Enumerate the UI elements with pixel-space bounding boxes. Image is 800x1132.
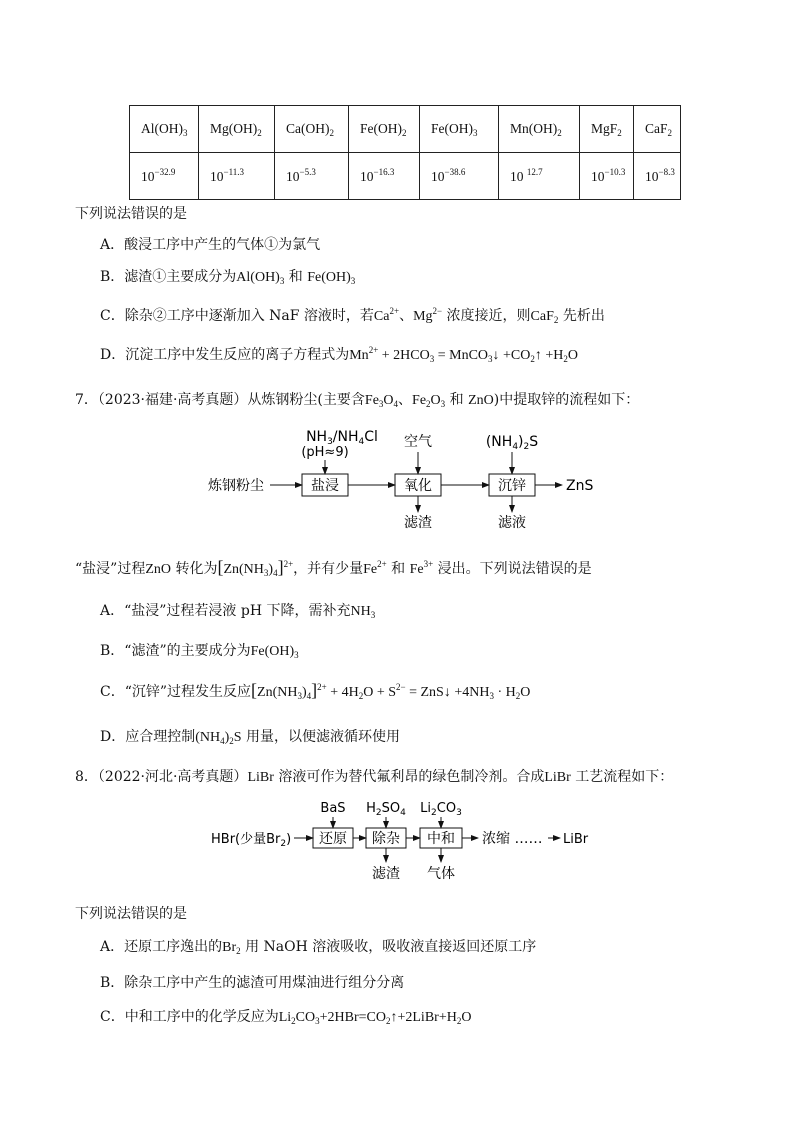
flow-box-3-label: 沉锌 [498,478,526,494]
table-cell: $10^{-8.3}$ [634,153,681,200]
flow-box-3-label: 中和 [427,831,455,847]
flow-reagent-1: $NH_3/NH_4Cl$ [306,429,378,447]
q8-flow-diagram [0,795,800,885]
q7-option-c: C．“沉锌”过程发生反应$[Zn(NH_3)_4]^{2+} + 4H_2O + S^{2-}$ = ZnS↓ $+4NH_3 \cdot H_2O$ [100,680,531,701]
table-cell: $10^{-5.3}$ [275,153,349,200]
table-cell: $Ca(OH)_2$ [275,106,349,153]
table-cell: $Fe(OH)_3$ [420,106,499,153]
q7-option-a: A．“盐浸”过程若浸液 pH 下降，需补充$NH_3$ [100,603,376,620]
flow-out-residue: 滤渣 [372,866,400,882]
q6-option-b: B．滤渣①主要成分为$Al(OH)_3$ 和 $Fe(OH)_3$ [100,269,356,286]
flow-box-2-label: 氧化 [404,478,432,494]
table-cell: $Al(OH)_3$ [130,106,199,153]
table-cell: $10^{-11.3}$ [199,153,275,200]
flow-out-residue: 滤渣 [404,515,432,531]
flow-reagent-2: 空气 [404,434,432,450]
table-cell: $10^{-10.3}$ [580,153,634,200]
flow-reagent-1: BaS [320,801,346,816]
q7-flow-diagram [0,420,800,535]
table-cell: $10^{-16.3}$ [349,153,420,200]
table-value-row [130,153,681,200]
q6-option-d: D．沉淀工序中发生反应的离子方程式为$Mn^{2+} + 2HCO_3$ = MnCO$_3$↓ $+CO_2↑ +H_2O$ [100,345,579,364]
ksp-table [129,105,681,200]
table-cell: $10^{-32.9}$ [130,153,199,200]
flow-reagent-3: $(NH_4)_2S$ [485,434,539,452]
table-cell: $Mn(OH)_2$ [499,106,580,153]
flow-box-1-label: 盐浸 [311,478,339,494]
q7-option-b: B．“滤渣”的主要成分为$Fe(OH)_3$ [100,643,299,660]
q6-option-a: A．酸浸工序中产生的气体①为氯气 [100,237,321,253]
flow-out-filtrate: 滤液 [498,515,526,531]
flow-reagent-3: $Li_2CO_3$ [420,801,462,818]
q7-header: 7．（2023·福建·高考真题）从炼钢粉尘(主要含$Fe_3O_4$、$Fe_2O_3$ 和 ZnO)中提取锌的流程如下： [75,392,640,409]
q8-option-c: C．中和工序中的化学反应为$Li_2CO_3+2HBr=CO_2↑+2LiBr+H_2O$ [100,1009,472,1026]
table-cell: $Mg(OH)_2$ [199,106,275,153]
q8-stem: 下列说法错误的是 [75,906,187,922]
flow-concentrate: 浓缩 …… [482,831,543,847]
flow-product: ZnS [566,478,594,494]
flow-start: 炼钢粉尘 [208,478,264,494]
table-cell: MgF$_2$ [580,106,634,153]
table-cell: $Fe(OH)_2$ [349,106,420,153]
q8-header: 8．（2022·河北·高考真题）LiBr 溶液可作为替代氟利昂的绿色制冷剂。合成LiBr 工艺流程如下： [75,769,674,785]
q6-option-c: C．除杂②工序中逐渐加入 NaF 溶液时，若$Ca^{2+}$、$Mg^{2-}$ 浓度接近，则CaF$_2$ 先析出 [100,306,605,325]
flow-out-gas: 气体 [427,866,455,882]
q8-option-b: B．除杂工序中产生的滤渣可用煤油进行组分分离 [100,975,405,991]
flow-box-1-label: 还原 [319,831,347,847]
table-cell: 10 $^{12.7}$ [499,153,580,200]
flow-reagent-2: $H_2SO_4$ [366,801,406,818]
q7-option-d: D．应合理控制$(NH_4)_2S$ 用量，以便滤液循环使用 [100,729,401,746]
q6-stem: 下列说法错误的是 [75,206,187,222]
table-header-row [130,106,681,153]
flow-box-2-label: 除杂 [372,831,400,847]
table-cell: CaF$_2$ [634,106,681,153]
table-cell: $10^{-38.6}$ [420,153,499,200]
q7-stem: “盐浸”过程ZnO 转化为$[Zn(NH_3)_4]^{2+}$，并有少量$Fe^{2+}$ 和 $Fe^{3+}$ 浸出。下列说法错误的是 [75,557,592,578]
flow-reagent-1b: (pH≈9) [301,445,349,460]
flow-start: HBr(少量$Br_2$) [211,832,292,849]
flow-product: LiBr [563,832,589,847]
q8-option-a: A．还原工序逸出的$Br_2$ 用 NaOH 溶液吸收，吸收液直接返回还原工序 [100,939,537,956]
